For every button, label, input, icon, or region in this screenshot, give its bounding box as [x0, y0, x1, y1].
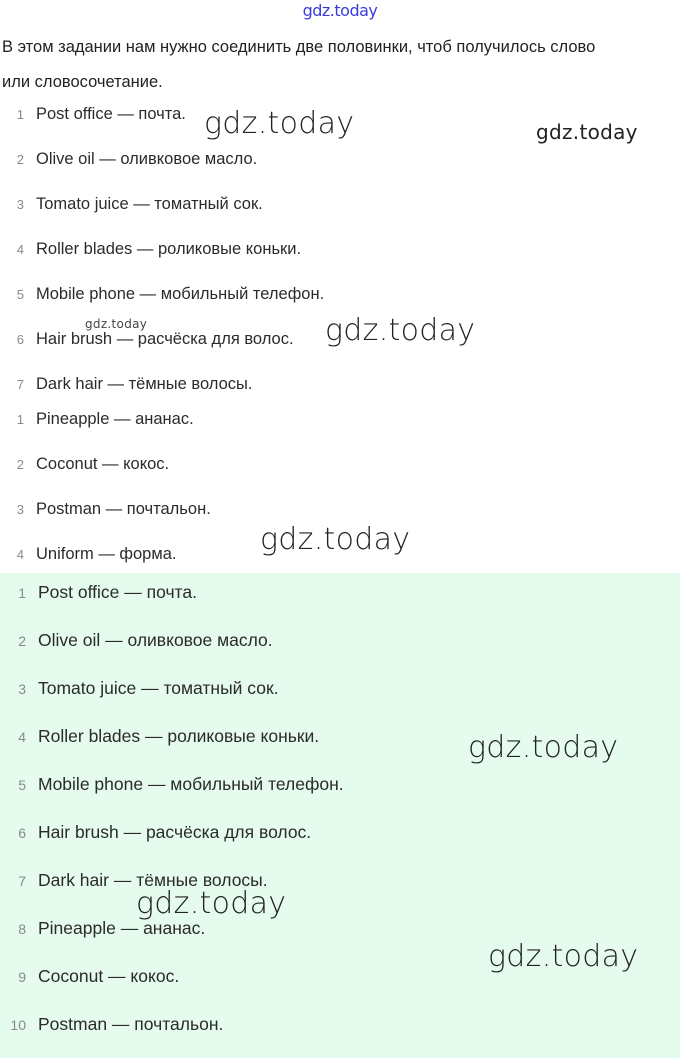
- list-item-number: 1: [16, 412, 24, 427]
- list-item: [0, 443, 680, 488]
- list-item-number: 3: [18, 681, 26, 697]
- watermark: gdz.today: [85, 317, 148, 331]
- list-item: [0, 138, 680, 183]
- list-item-number: 7: [16, 377, 24, 392]
- list-item-text: Pineapple — ананас.: [36, 410, 194, 428]
- list-item-number: 1: [16, 107, 24, 122]
- list-item-number: 2: [18, 633, 26, 649]
- list-item-number: 2: [16, 152, 24, 167]
- watermark: gdz.today: [468, 730, 619, 765]
- list-item-number: 5: [16, 287, 24, 302]
- watermark: gdz.today: [204, 106, 355, 141]
- list-item-text: Dark hair — тёмные волосы.: [36, 375, 253, 393]
- list-item-text: Postman — почтальон.: [38, 1014, 224, 1034]
- list-item-text: Coconut — кокос.: [36, 455, 170, 473]
- list-item: [0, 813, 680, 861]
- list-item-number: 3: [16, 197, 24, 212]
- list-item-number: 4: [16, 242, 24, 257]
- list-item-text: Postman — почтальон.: [36, 500, 211, 518]
- list-item-number: 5: [18, 777, 26, 793]
- list-item: [0, 183, 680, 228]
- watermark: gdz.today: [536, 120, 638, 144]
- list-item: [0, 573, 680, 621]
- list-item-number: 4: [18, 729, 26, 745]
- list-item-text: Mobile phone — мобильный телефон.: [38, 774, 344, 794]
- list-item-number: 10: [10, 1017, 26, 1033]
- list-item-number: 6: [16, 332, 24, 347]
- list-item-text: Tomato juice — томатный сок.: [36, 195, 263, 213]
- list-item-text: Coconut — кокос.: [38, 966, 180, 986]
- list-item-number: 7: [18, 873, 26, 889]
- watermark: gdz.today: [488, 939, 639, 974]
- list-item-text: Post office — почта.: [36, 105, 186, 123]
- list-item-number: 6: [18, 825, 26, 841]
- list-item-number: 4: [16, 547, 24, 562]
- list-item-number: 9: [18, 969, 26, 985]
- watermark-top: gdz.today: [302, 1, 378, 20]
- intro-line-2: или словосочетание.: [2, 73, 163, 91]
- list-item-text: Dark hair — тёмные волосы.: [38, 870, 268, 890]
- list-item-text: Post office — почта.: [38, 582, 197, 602]
- list-item-number: 8: [18, 921, 26, 937]
- list-item-text: Tomato juice — томатный сок.: [38, 678, 279, 698]
- list-item: [0, 228, 680, 273]
- watermark: gdz.today: [325, 313, 476, 348]
- list-item-number: 2: [16, 457, 24, 472]
- list-item: [0, 621, 680, 669]
- list-item-text: Roller blades — роликовые коньки.: [36, 240, 302, 258]
- list-item-text: Hair brush — расчёска для волос.: [36, 330, 294, 348]
- list-item: [0, 765, 680, 813]
- list-item: [0, 669, 680, 717]
- list-item: [0, 398, 680, 443]
- list-item-text: Roller blades — роликовые коньки.: [38, 726, 320, 746]
- watermark: gdz.today: [136, 886, 287, 921]
- intro-text: [2, 30, 672, 100]
- intro-line-1: В этом задании нам нужно соединить две половинки, чтоб получилось слово: [2, 38, 596, 56]
- list-item-number: 1: [18, 585, 26, 601]
- list-item-number: 3: [16, 502, 24, 517]
- list-item-text: Uniform — форма.: [36, 545, 177, 563]
- watermark: gdz.today: [260, 522, 411, 557]
- list-item: [0, 1005, 680, 1053]
- list-item: [0, 861, 680, 909]
- list-item-text: Mobile phone — мобильный телефон.: [36, 285, 325, 303]
- answer-list-highlighted: [0, 573, 680, 1058]
- list-item-text: Olive oil — оливковое масло.: [36, 150, 258, 168]
- list-item-text: Olive oil — оливковое масло.: [38, 630, 273, 650]
- list-item-text: Hair brush — расчёска для волос.: [38, 822, 312, 842]
- list-item: [0, 273, 680, 318]
- list-item-text: Pineapple — ананас.: [38, 918, 206, 938]
